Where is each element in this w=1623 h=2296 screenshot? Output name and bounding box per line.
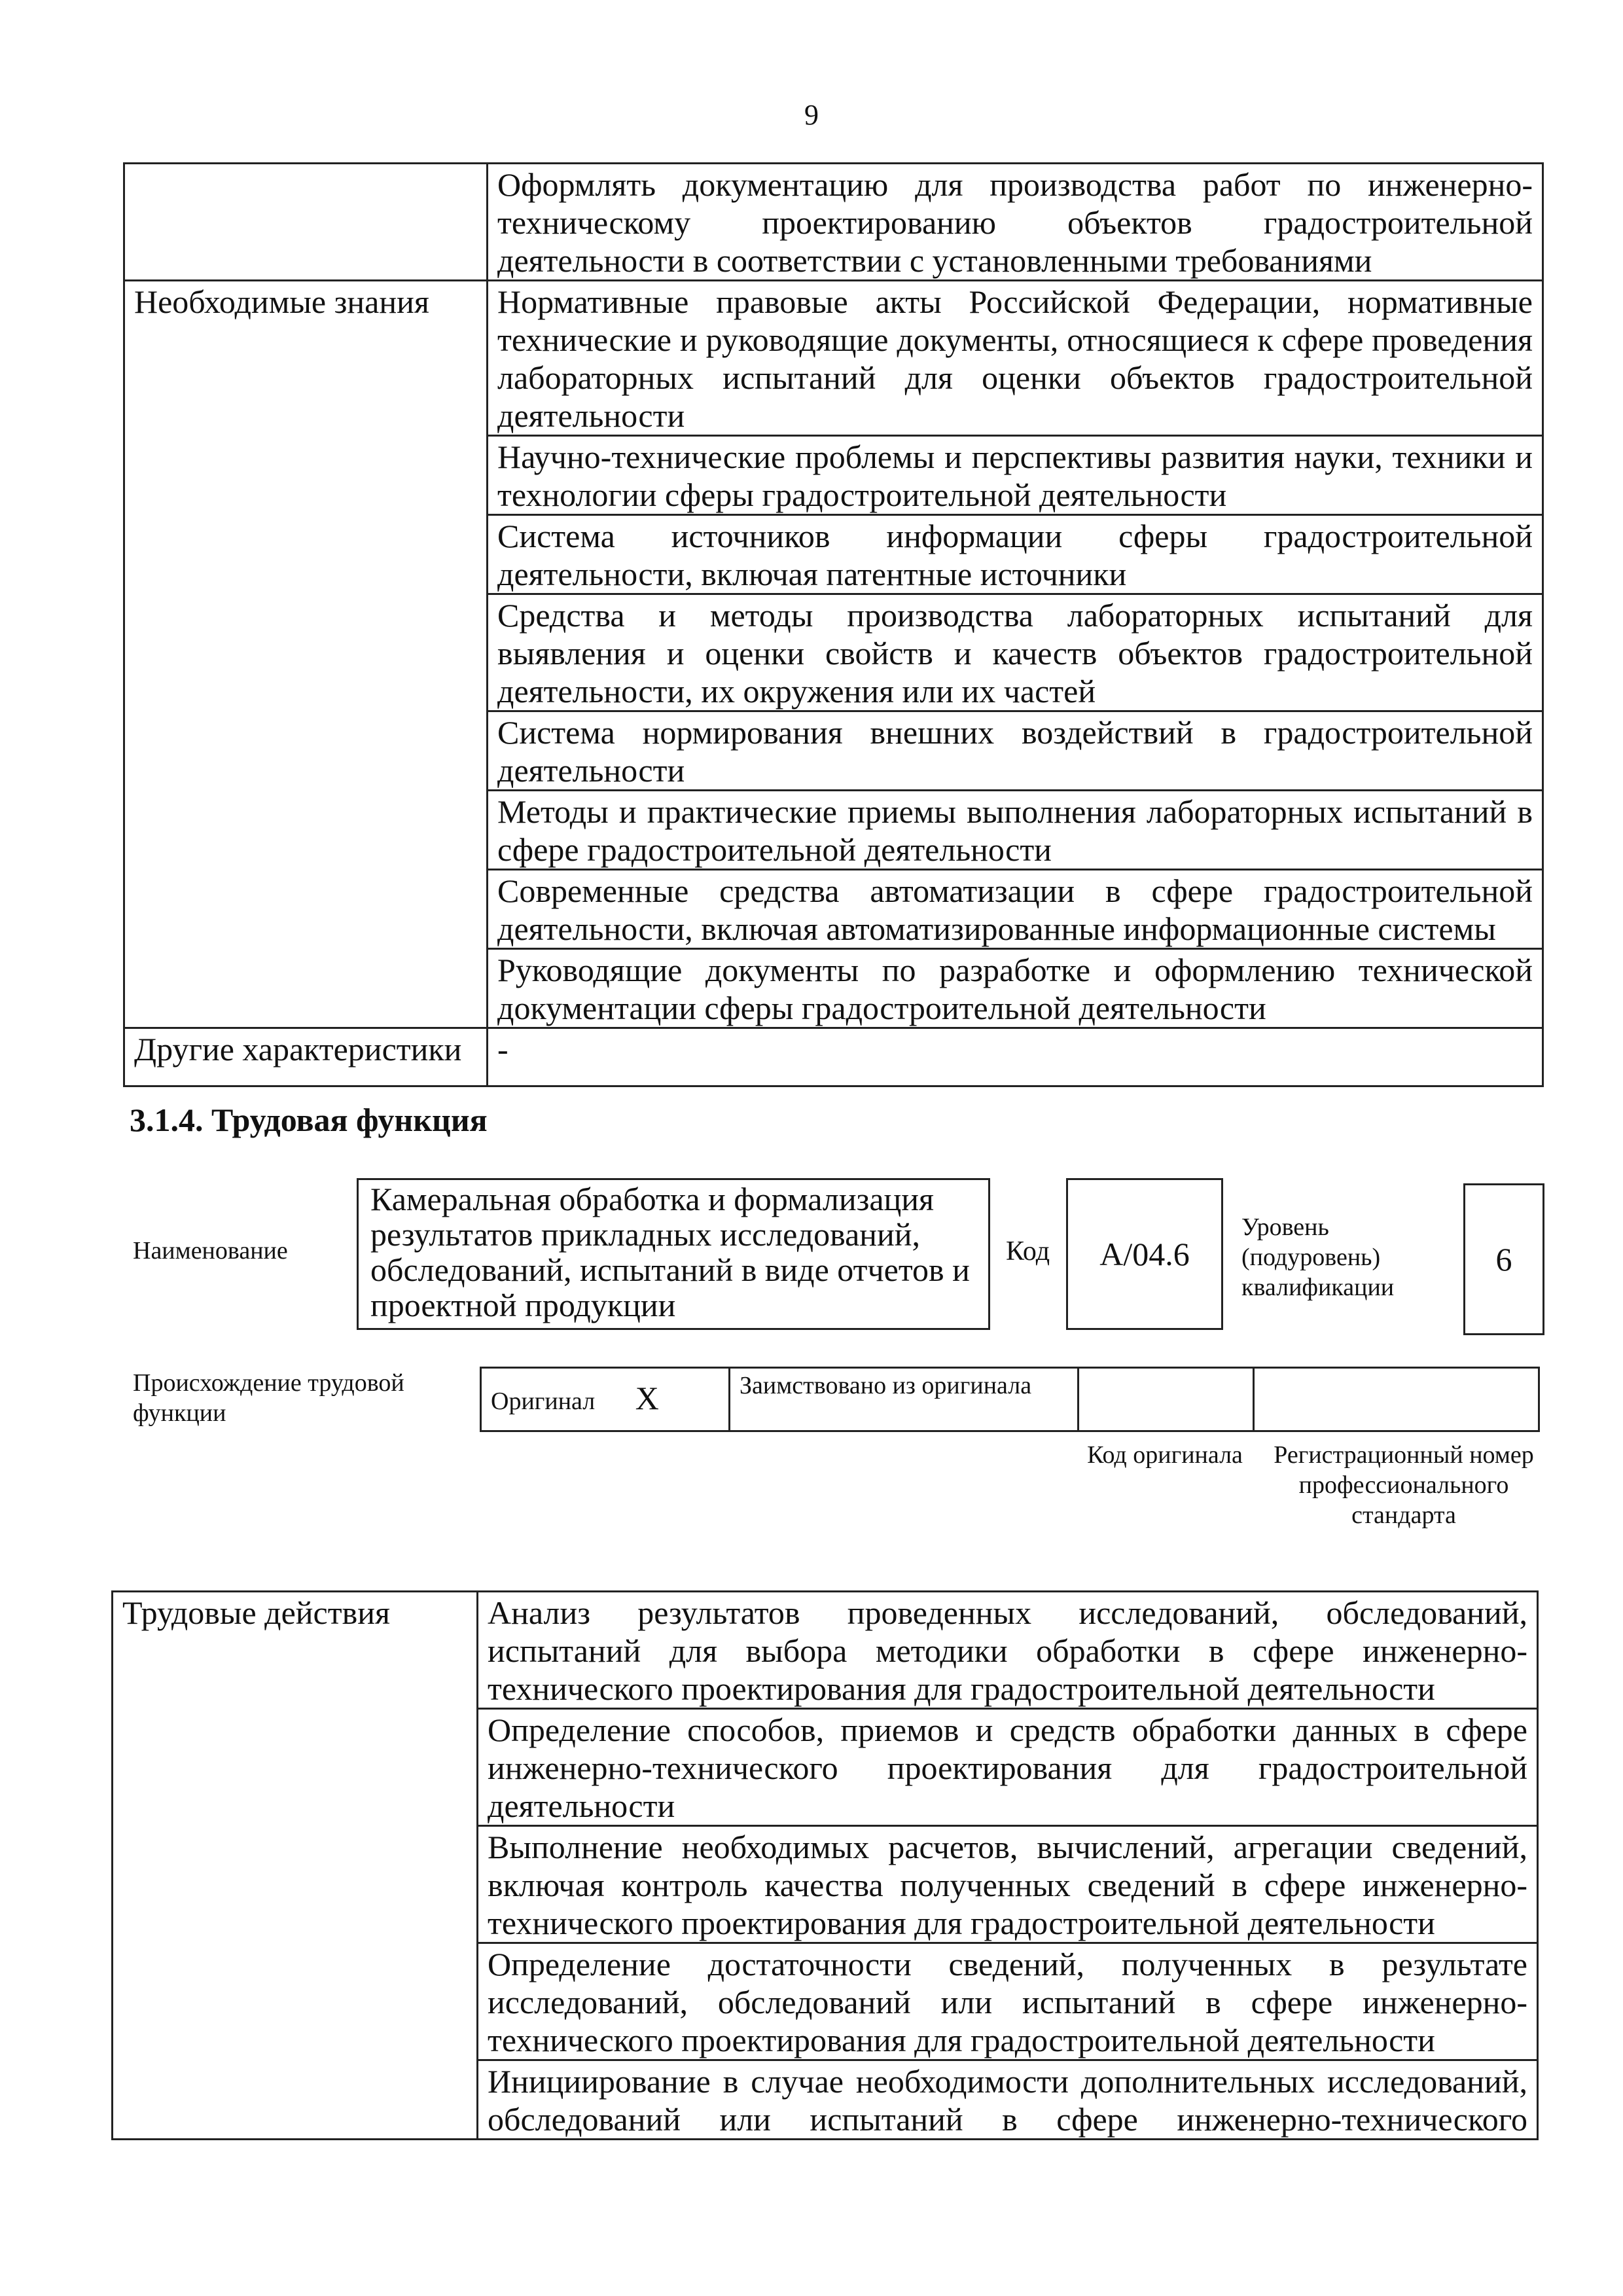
- original-code-cell: [1079, 1368, 1254, 1431]
- knowledge-item: Методы и практические приемы выполнения лабораторных испытаний в сфере градостроительной деятельности: [488, 791, 1543, 870]
- borrowed-cell: Заимствовано из оригинала: [730, 1368, 1079, 1431]
- origin-table: [480, 1367, 1540, 1432]
- knowledge-item: Нормативные правовые акты Российской Федерации, нормативные технические и руководящие документы, относящиеся к сфере проведения лабораторных испытаний для оценки объектов градостроительной деятельности: [488, 281, 1543, 436]
- original-code-caption: Код оригинала: [1087, 1441, 1243, 1469]
- knowledge-item: Научно-технические проблемы и перспективы развития науки, техники и технологии сферы градостроительной деятельности: [488, 436, 1543, 515]
- section-heading: 3.1.4. Трудовая функция: [130, 1102, 488, 1138]
- knowledge-item: Система источников информации сферы градостроительной деятельности, включая патентные источники: [488, 515, 1543, 594]
- original-label: Оригинал: [491, 1387, 596, 1415]
- original-mark: X: [635, 1379, 659, 1416]
- knowledge-item: Руководящие документы по разработке и оформлению технической документации сферы градостроительной деятельности: [488, 949, 1543, 1028]
- table-row: [124, 1028, 1543, 1086]
- table-row: [113, 1592, 1538, 1709]
- actions-label: Трудовые действия: [113, 1592, 478, 2140]
- knowledge-item: Средства и методы производства лабораторных испытаний для выявления и оценки свойств и качеств объектов градостроительной деятельности, их окружения или их частей: [488, 594, 1543, 711]
- other-characteristics-value: -: [488, 1028, 1543, 1086]
- reg-number-caption: Регистрационный номер профессионального стандарта: [1274, 1441, 1534, 1529]
- knowledge-table: [123, 162, 1544, 1087]
- code-box: [1066, 1178, 1223, 1330]
- code-value: A/04.6: [1099, 1236, 1190, 1272]
- level-value: 6: [1495, 1241, 1512, 1278]
- knowledge-item: Современные средства автоматизации в сфере градостроительной деятельности, включая автоматизированные информационные системы: [488, 870, 1543, 949]
- function-name-box: [357, 1178, 990, 1330]
- table-row: [124, 281, 1543, 436]
- knowledge-item: Система нормирования внешних воздействий в градостроительной деятельности: [488, 711, 1543, 791]
- action-item: Определение достаточности сведений, полученных в результате исследований, обследований или испытаний в сфере инженерно-технического проектирования для градостроительной деятельности: [478, 1943, 1538, 2060]
- other-characteristics-label: Другие характеристики: [124, 1028, 488, 1086]
- code-label: Код: [1006, 1236, 1050, 1266]
- action-item: Инициирование в случае необходимости дополнительных исследований, обследований или испытаний в сфере инженерно-технического: [478, 2060, 1538, 2140]
- skill-continuation-cell: Оформлять документацию для производства работ по инженерно-техническому проектированию объектов градостроительной деятельности в соответствии с установленными требованиями: [488, 164, 1543, 281]
- action-item: Анализ результатов проведенных исследований, обследований, испытаний для выбора методики обработки в сфере инженерно-технического проектирования для градостроительной деятельности: [478, 1592, 1538, 1709]
- original-cell: [481, 1368, 730, 1431]
- page-number: 9: [804, 99, 819, 131]
- name-label: Наименование: [133, 1237, 288, 1265]
- function-name: Камеральная обработка и формализация результатов прикладных исследований, обследований, испытаний в виде отчетов и проектной продукции: [370, 1181, 970, 1323]
- level-box: [1463, 1183, 1544, 1335]
- knowledge-label: Необходимые знания: [124, 281, 488, 1028]
- level-label: Уровень (подуровень) квалификации: [1241, 1213, 1395, 1301]
- table-row: [481, 1368, 1539, 1431]
- table-row: [124, 164, 1543, 281]
- empty-label-cell: [124, 164, 488, 281]
- origin-label: Происхождение трудовой функции: [133, 1369, 404, 1427]
- reg-number-cell: [1254, 1368, 1539, 1431]
- action-item: Выполнение необходимых расчетов, вычислений, агрегации сведений, включая контроль качества полученных сведений в сфере инженерно-технического проектирования для градостроительной деятельности: [478, 1826, 1538, 1943]
- actions-table: [111, 1590, 1539, 2140]
- action-item: Определение способов, приемов и средств обработки данных в сфере инженерно-технического проектирования для градостроительной деятельности: [478, 1709, 1538, 1826]
